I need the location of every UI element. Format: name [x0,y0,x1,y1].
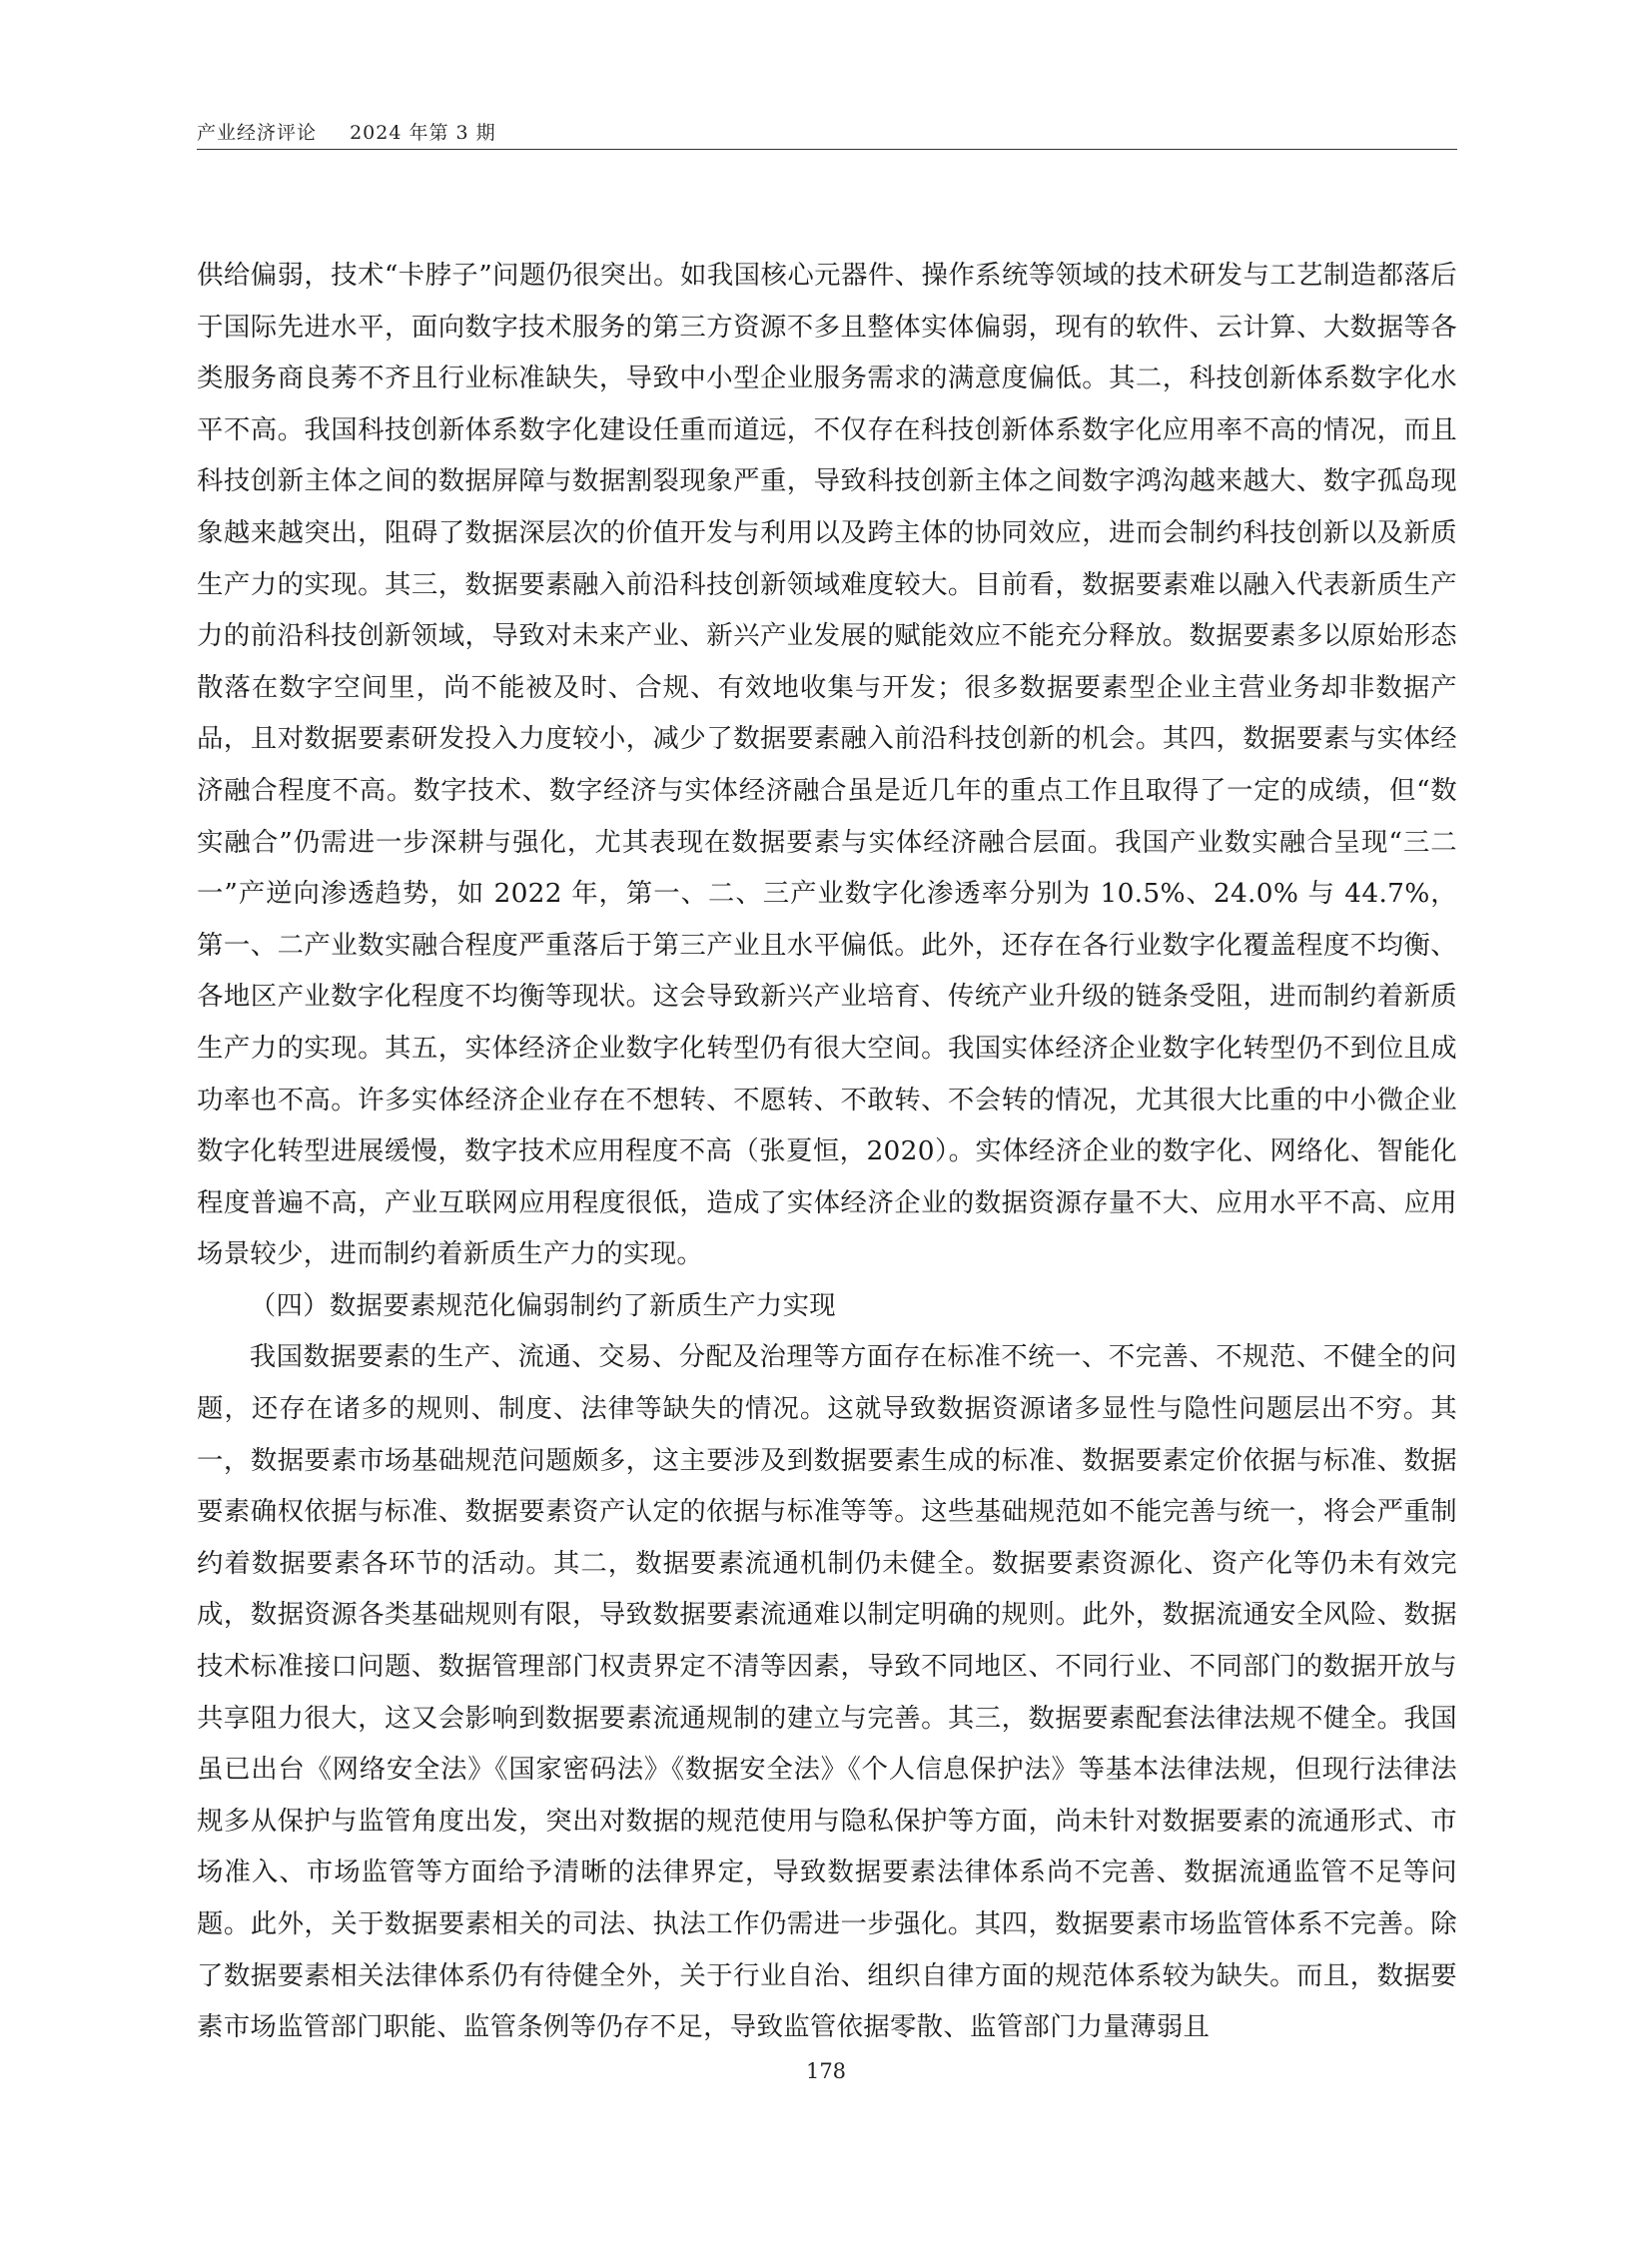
body-text [197,250,1457,2053]
paragraph: 我国数据要素的生产、流通、交易、分配及治理等方面存在标准不统一、不完善、不规范、不健全的问题，还存在诸多的规则、制度、法律等缺失的情况。这就导致数据资源诸多显性与隐性问题层出不穷。其一，数据要素市场基础规范问题颇多，这主要涉及到数据要素生成的标准、数据要素定价依据与标准、数据要素确权依据与标准、数据要素资产认定的依据与标准等等。这些基础规范如不能完善与统一，将会严重制约着数据要素各环节的活动。其二，数据要素流通机制仍未健全。数据要素资源化、资产化等仍未有效完成，数据资源各类基础规则有限，导致数据要素流通难以制定明确的规则。此外，数据流通安全风险、数据技术标准接口问题、数据管理部门权责界定不清等因素，导致不同地区、不同行业、不同部门的数据开放与共享阻力很大，这又会影响到数据要素流通规制的建立与完善。其三，数据要素配套法律法规不健全。我国虽已出台《网络安全法》《国家密码法》《数据安全法》《个人信息保护法》等基本法律法规，但现行法律法规多从保护与监管角度出发，突出对数据的规范使用与隐私保护等方面，尚未针对数据要素的流通形式、市场准入、市场监管等方面给予清晰的法律界定，导致数据要素法律体系尚不完善、数据流通监管不足等问题。此外，关于数据要素相关的司法、执法工作仍需进一步强化。其四，数据要素市场监管体系不完善。除了数据要素相关法律体系仍有待健全外，关于行业自治、组织自律方面的规范体系较为缺失。而且，数据要素市场监管部门职能、监管条例等仍存不足，导致监管依据零散、监管部门力量薄弱且 [197,1341,1457,2043]
page-number: 178 [805,2059,847,2083]
paragraph-continuation: 供给偏弱，技术“卡脖子”问题仍很突出。如我国核心元器件、操作系统等领域的技术研发与工艺制造都落后于国际先进水平，面向数字技术服务的第三方资源不多且整体实体偏弱，现有的软件、云计算、大数据等各类服务商良莠不齐且行业标准缺失，导致中小型企业服务需求的满意度偏低。其二，科技创新体系数字化水平不高。我国科技创新体系数字化建设任重而道远，不仅存在科技创新体系数字化应用率不高的情况，而且科技创新主体之间的数据屏障与数据割裂现象严重，导致科技创新主体之间数字鸿沟越来越大、数字孤岛现象越来越突出，阻碍了数据深层次的价值开发与利用以及跨主体的协同效应，进而会制约科技创新以及新质生产力的实现。其三，数据要素融入前沿科技创新领域难度较大。目前看，数据要素难以融入代表新质生产力的前沿科技创新领域，导致对未来产业、新兴产业发展的赋能效应不能充分释放。数据要素多以原始形态散落在数字空间里，尚不能被及时、合规、有效地收集与开发；很多数据要素型企业主营业务却非数据产品，且对数据要素研发投入力度较小，减少了数据要素融入前沿科技创新的机会。其四，数据要素与实体经济融合程度不高。数字技术、数字经济与实体经济融合虽是近几年的重点工作且取得了一定的成绩，但“数实融合”仍需进一步深耕与强化，尤其表现在数据要素与实体经济融合层面。我国产业数实融合呈现“三二一”产逆向渗透趋势，如 2022 年，第一、二、三产业数字化渗透率分别为 10.5%、24.0% 与 44.7%，第一、二产业数实融合程度严重落后于第三产业且水平偏低。此外，还存在各行业数字化覆盖程度不均衡、各地区产业数字化程度不均衡等现状。这会导致新兴产业培育、传统产业升级的链条受阻，进而制约着新质生产力的实现。其五，实体经济企业数字化转型仍有很大空间。我国实体经济企业数字化转型仍不到位且成功率也不高。许多实体经济企业存在不想转、不愿转、不敢转、不会转的情况，尤其很大比重的中小微企业数字化转型进展缓慢，数字技术应用程度不高（张夏恒，2020）。实体经济企业的数字化、网络化、智能化程度普遍不高，产业互联网应用程度很低，造成了实体经济企业的数据资源存量不大、应用水平不高、应用场景较少，进而制约着新质生产力的实现。 [197,260,1457,1270]
running-header [197,118,496,145]
section-heading: （四）数据要素规范化偏弱制约了新质生产力实现 [249,1289,836,1321]
issue-label: 2024 年第 3 期 [350,122,496,144]
journal-title: 产业经济评论 [197,122,318,144]
header-rule [197,149,1457,150]
